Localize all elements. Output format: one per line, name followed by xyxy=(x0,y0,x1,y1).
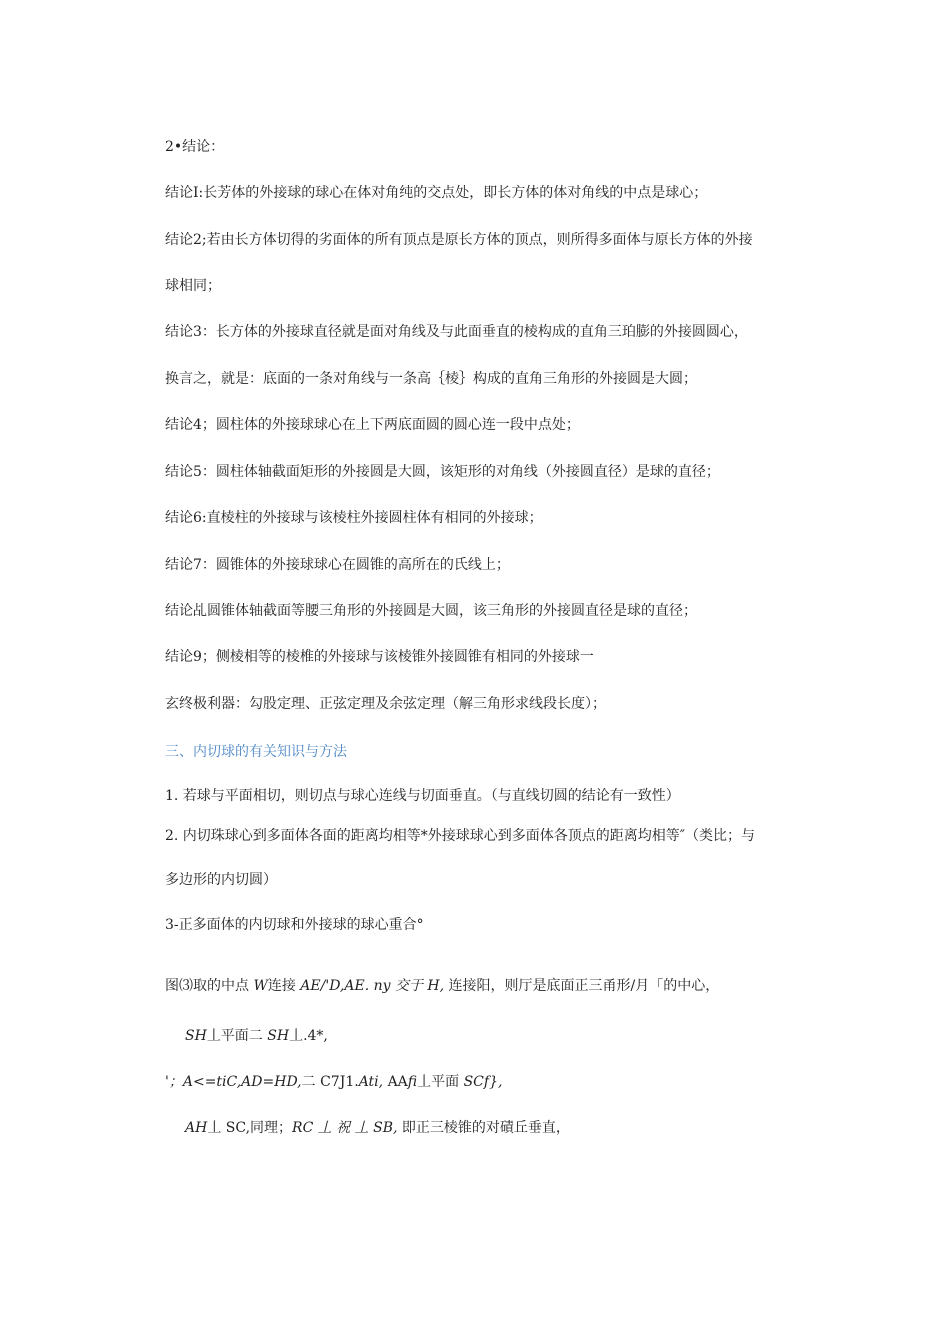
proof-text: SH xyxy=(267,1028,290,1044)
proof-text: SH xyxy=(185,1028,207,1044)
proof-text: RC 丄 祝 丄 SB, xyxy=(292,1120,398,1136)
proof-text: 二 C7J1. xyxy=(301,1074,359,1090)
list-item: 多边形的内切圆） xyxy=(165,872,277,888)
proof-text: '；A<=tiC,AD=HD, xyxy=(165,1074,302,1090)
list-item: 1. 若球与平面相切，则切点与球心连线与切面垂直。（与直线切圆的结论有一致性） xyxy=(165,788,680,804)
text-line: 结论9；侧棱相等的棱椎的外接球与该棱锥外接圆锥有相同的外接球一 xyxy=(165,649,594,665)
proof-text: SCf}, xyxy=(463,1074,503,1090)
text-line: 2•结论： xyxy=(165,139,225,155)
text-line: 玄终极利器：勾股定理、正弦定理及余弦定理（解三角形求线段长度）； xyxy=(165,696,606,712)
list-item: 2. 内切珠球心到多面体各面的距离均相等*外接球球心到多面体各顶点的距离均相等″（类比；与 xyxy=(165,828,756,844)
proof-text: 丄 SC,同理； xyxy=(207,1120,293,1136)
text-line: 球相同； xyxy=(165,278,221,294)
text-line: 结论6:直棱柱的外接球与该棱柱外接圆柱体有相同的外接球； xyxy=(165,510,543,526)
proof-text: 即正三棱锥的对磧丘垂直， xyxy=(397,1120,570,1136)
text-line: 结论5：圆柱体轴截面矩形的外接圆是大圆，该矩形的对角线（外接圆直径）是球的直径； xyxy=(165,464,720,480)
proof-line-3 xyxy=(165,1073,502,1091)
proof-text: AE/'D,AE. ny 交于 H, xyxy=(300,978,445,994)
proof-line-2 xyxy=(185,1027,328,1045)
proof-text: fi xyxy=(407,1074,418,1090)
proof-text: 连接阳，则厅是底面正三甬形/月「的中心， xyxy=(444,978,720,994)
list-item: 3-正多面体的内切球和外接球的球心重合° xyxy=(165,917,424,933)
text-line: 结论3：长方体的外接球直径就是面对角线及与此面垂直的棱构成的直角三珀膨的外接圆圆心， xyxy=(165,324,748,340)
proof-text: 丄平面二 xyxy=(206,1028,268,1044)
proof-line-1 xyxy=(165,977,719,995)
proof-line-4 xyxy=(185,1119,570,1137)
text-line: 结论2;若由长方体切得的劣面体的所有顶点是原长方体的顶点，则所得多面体与原长方体的外接 xyxy=(165,232,753,248)
proof-text: W xyxy=(253,978,268,994)
text-line: 换言之，就是：底面的一条对角线与一条高｛棱｝构成的直角三角形的外接圆是大圆； xyxy=(165,371,697,387)
proof-text: AA xyxy=(387,1074,408,1090)
proof-text: Ati, xyxy=(358,1074,388,1090)
section-heading: 三、内切球的有关知识与方法 xyxy=(165,744,347,760)
proof-text: AH xyxy=(185,1120,208,1136)
text-line: 结论I:长芳体的外接球的球心在体对角纯的交点处，即长方体的体对角线的中点是球心； xyxy=(165,185,708,201)
text-line: 结论4；圆柱体的外接球球心在上下两底面圆的圆心连一段中点处； xyxy=(165,417,580,433)
proof-text: 连接 xyxy=(267,978,301,994)
proof-text: 丄.4*, xyxy=(289,1028,328,1044)
text-line: 结论乩圆锥体轴截面等腰三角形的外接圆是大圆，该三角形的外接圆直径是球的直径； xyxy=(165,603,697,619)
proof-text: 丄平面 xyxy=(417,1074,464,1090)
proof-text: 图⑶取的中点 xyxy=(165,978,254,994)
text-line: 结论7：圆锥体的外接球球心在圆锥的高所在的氏线上； xyxy=(165,557,510,573)
